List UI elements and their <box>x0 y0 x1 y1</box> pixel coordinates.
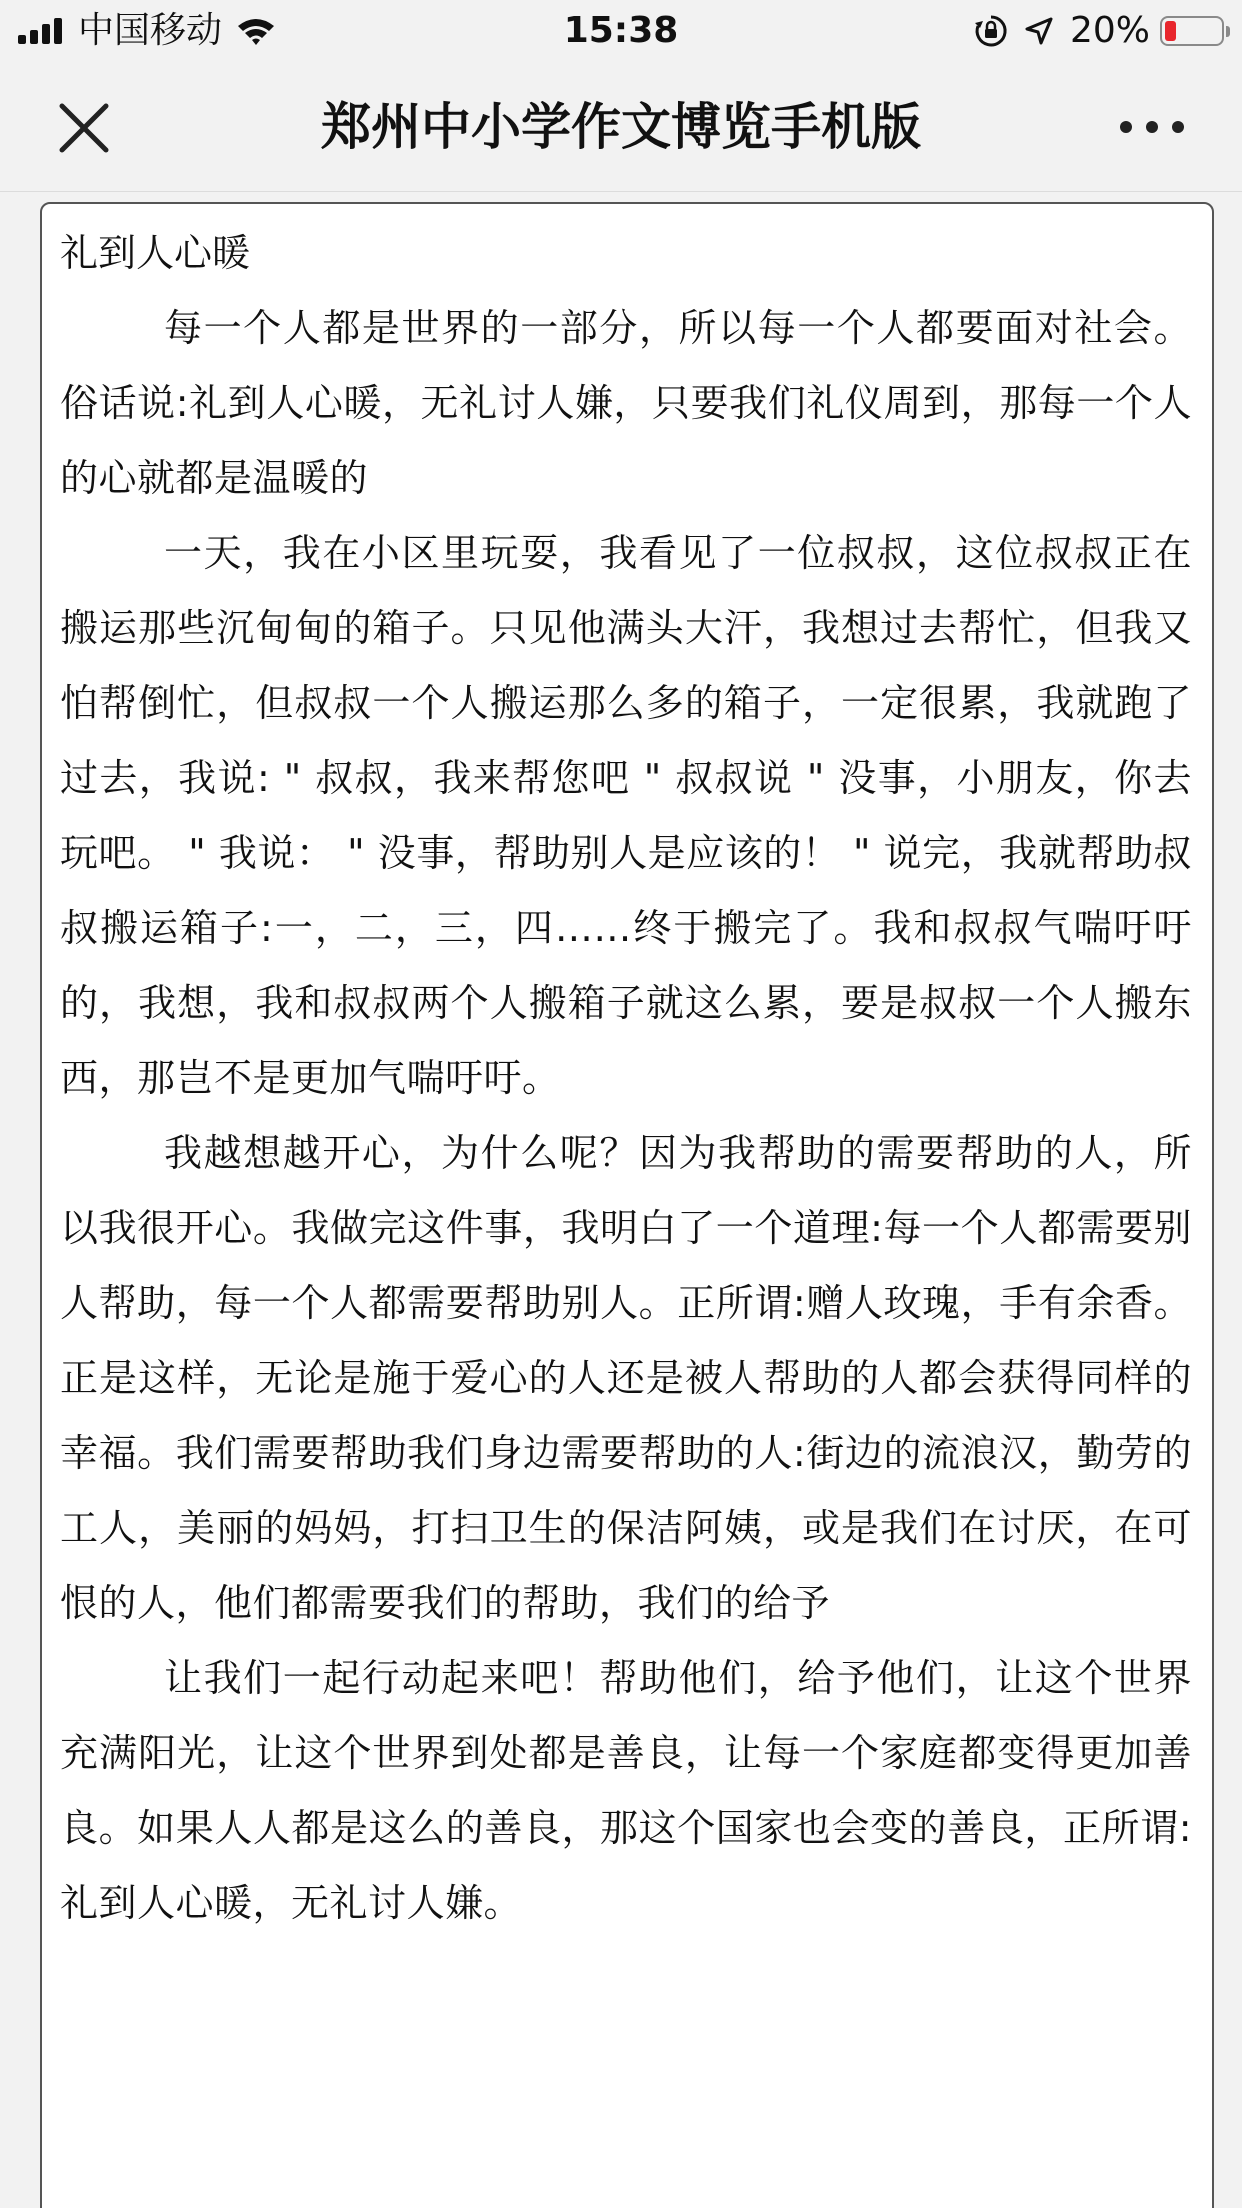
status-bar <box>0 0 1242 62</box>
more-icon <box>1112 107 1192 147</box>
battery-fill <box>1165 21 1176 41</box>
battery-icon <box>1160 16 1224 46</box>
article-paragraph: 一天，我在小区里玩耍，我看见了一位叔叔，这位叔叔正在搬运那些沉甸甸的箱子。只见他满头大汗，我想过去帮忙，但我又怕帮倒忙，但叔叔一个人搬运那么多的箱子，一定很累，我就跑了过去，我说: " 叔叔，我来帮您吧 " 叔叔说 " 没事，小朋友，你去玩吧。 " 我说： " 没事，帮助别人是应该的！ " 说完，我就帮助叔叔搬运箱子:一，二，三，四……终于搬完了。我和叔叔气喘吁吁的，我想，我和叔叔两个人搬箱子就这么累，要是叔叔一个人搬东西，那岂不是更加气喘吁吁。 <box>60 531 1192 1100</box>
article-paragraph: 让我们一起行动起来吧！帮助他们，给予他们，让这个世界充满阳光，让这个世界到处都是善良，让每一个家庭都变得更加善良。如果人人都是这么的善良，那这个国家也会变的善良，正所谓:礼到人心暖，无礼讨人嫌。 <box>60 1656 1192 1925</box>
article-paragraph: 每一个人都是世界的一部分，所以每一个人都要面对社会。俗话说:礼到人心暖，无礼讨人嫌，只要我们礼仪周到，那每一个人的心就都是温暖的 <box>60 306 1192 500</box>
close-icon <box>56 100 112 156</box>
close-button[interactable] <box>56 100 112 156</box>
nav-bar <box>0 62 1242 192</box>
carrier-label: 中国移动 <box>78 10 223 51</box>
article-title: 礼到人心暖 <box>60 231 251 275</box>
location-icon <box>1024 16 1054 46</box>
article-paragraph: 我越想越开心，为什么呢？因为我帮助的需要帮助的人，所以我很开心。我做完这件事，我明白了一个道理:每一个人都需要别人帮助，每一个人都需要帮助别人。正所谓:赠人玫瑰，手有余香。正是这样，无论是施于爱心的人还是被人帮助的人都会获得同样的幸福。我们需要帮助我们身边需要帮助的人:街边的流浪汉，勤劳的工人，美丽的妈妈，打扫卫生的保洁阿姨，或是我们在讨厌，在可恨的人，他们都需要我们的帮助，我们的给予 <box>60 1131 1192 1625</box>
battery-percent: 20% <box>1069 10 1150 51</box>
content-area <box>0 192 1242 2208</box>
status-right <box>974 8 1224 54</box>
more-button[interactable] <box>1112 107 1192 147</box>
orientation-lock-icon <box>974 14 1008 48</box>
article-textarea[interactable] <box>40 202 1214 2208</box>
battery-nub <box>1226 26 1230 37</box>
status-time: 15:38 <box>563 10 679 51</box>
page-title: 郑州中小学作文博览手机版 <box>321 98 921 156</box>
